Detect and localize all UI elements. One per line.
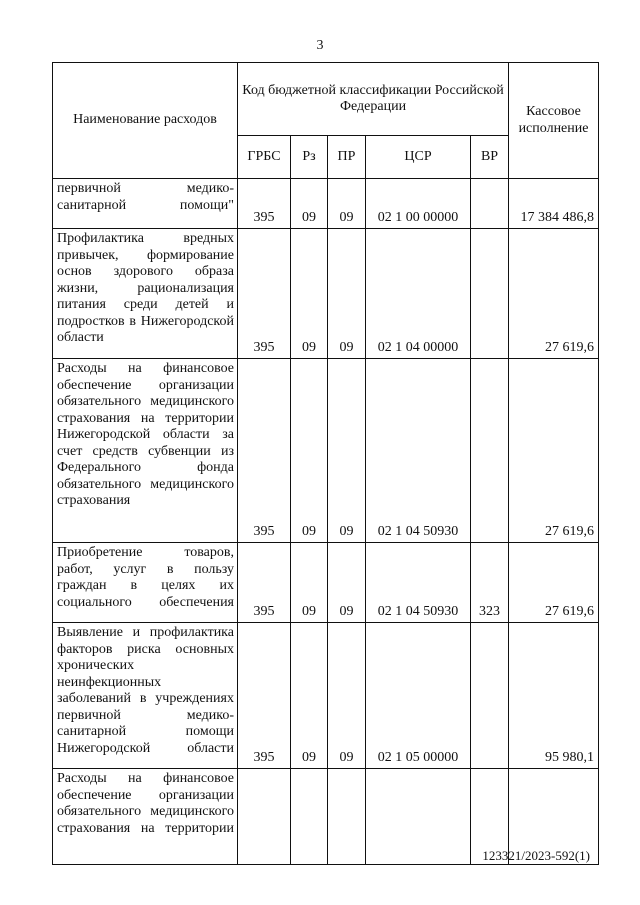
table-row bbox=[53, 623, 599, 769]
amount: 95 980,1 bbox=[509, 623, 599, 769]
csr-code: 02 1 04 00000 bbox=[366, 229, 471, 359]
rz-code: 09 bbox=[291, 229, 328, 359]
table-row bbox=[53, 543, 599, 623]
csr-code: 02 1 00 00000 bbox=[366, 179, 471, 229]
vr-code bbox=[471, 359, 509, 543]
pr-code: 09 bbox=[328, 179, 366, 229]
header-csr: ЦСР bbox=[366, 136, 471, 179]
vr-code: 323 bbox=[471, 543, 509, 623]
page-number: 3 bbox=[316, 38, 324, 53]
expense-name: Выявление и профилактика факторов риска основных хронических неинфекционных заболеваний в учреждениях первичной медико-санитарной помощи Нижегородской области bbox=[53, 623, 238, 769]
rz-code: 09 bbox=[291, 179, 328, 229]
rz-code: 09 bbox=[291, 543, 328, 623]
expense-name: Расходы на финансовое обеспечение организации обязательного медицинского страхования на территории Нижегородской области за счет средств субвенции из Федерального фонда обязательного медицинского страхования bbox=[53, 359, 238, 543]
grbs-code: 395 bbox=[238, 359, 291, 543]
vr-code bbox=[471, 179, 509, 229]
header-pr: ПР bbox=[328, 136, 366, 179]
grbs-code: 395 bbox=[238, 623, 291, 769]
budget-table bbox=[52, 62, 599, 865]
expense-name: Расходы на финансовое обеспечение организации обязательного медицинского страхования на территории bbox=[53, 769, 238, 865]
amount: 27 619,6 bbox=[509, 229, 599, 359]
pr-code: 09 bbox=[328, 543, 366, 623]
pr-code: 09 bbox=[328, 623, 366, 769]
pr-code: 09 bbox=[328, 359, 366, 543]
csr-code: 02 1 05 00000 bbox=[366, 623, 471, 769]
vr-code bbox=[471, 623, 509, 769]
expense-name: Приобретение товаров, работ, услуг в пользу граждан в целях их социального обеспечения bbox=[53, 543, 238, 623]
expense-name: первичной медико-санитарной помощи" bbox=[53, 179, 238, 229]
grbs-code: 395 bbox=[238, 229, 291, 359]
amount: 27 619,6 bbox=[509, 543, 599, 623]
csr-code: 02 1 04 50930 bbox=[366, 359, 471, 543]
grbs-code: 395 bbox=[238, 179, 291, 229]
header-grbs: ГРБС bbox=[238, 136, 291, 179]
table-row bbox=[53, 359, 599, 543]
table-row bbox=[53, 179, 599, 229]
table-row bbox=[53, 229, 599, 359]
amount: 17 384 486,8 bbox=[509, 179, 599, 229]
header-cash-execution: Кассовое исполнение bbox=[509, 63, 599, 179]
rz-code: 09 bbox=[291, 359, 328, 543]
header-expense-name: Наименование расходов bbox=[53, 63, 238, 179]
rz-code: 09 bbox=[291, 623, 328, 769]
header-vr: ВР bbox=[471, 136, 509, 179]
header-rz: Рз bbox=[291, 136, 328, 179]
vr-code bbox=[471, 229, 509, 359]
grbs-code: 395 bbox=[238, 543, 291, 623]
csr-code: 02 1 04 50930 bbox=[366, 543, 471, 623]
expense-name: Профилактика вредных привычек, формирование основ здорового образа жизни, рационализация питания среди детей и подростков в Нижегородской области bbox=[53, 229, 238, 359]
header-budget-code: Код бюджетной классификации Российской Федерации bbox=[238, 63, 509, 136]
amount: 27 619,6 bbox=[509, 359, 599, 543]
pr-code: 09 bbox=[328, 229, 366, 359]
document-code: 123321/2023-592(1) bbox=[482, 848, 590, 863]
